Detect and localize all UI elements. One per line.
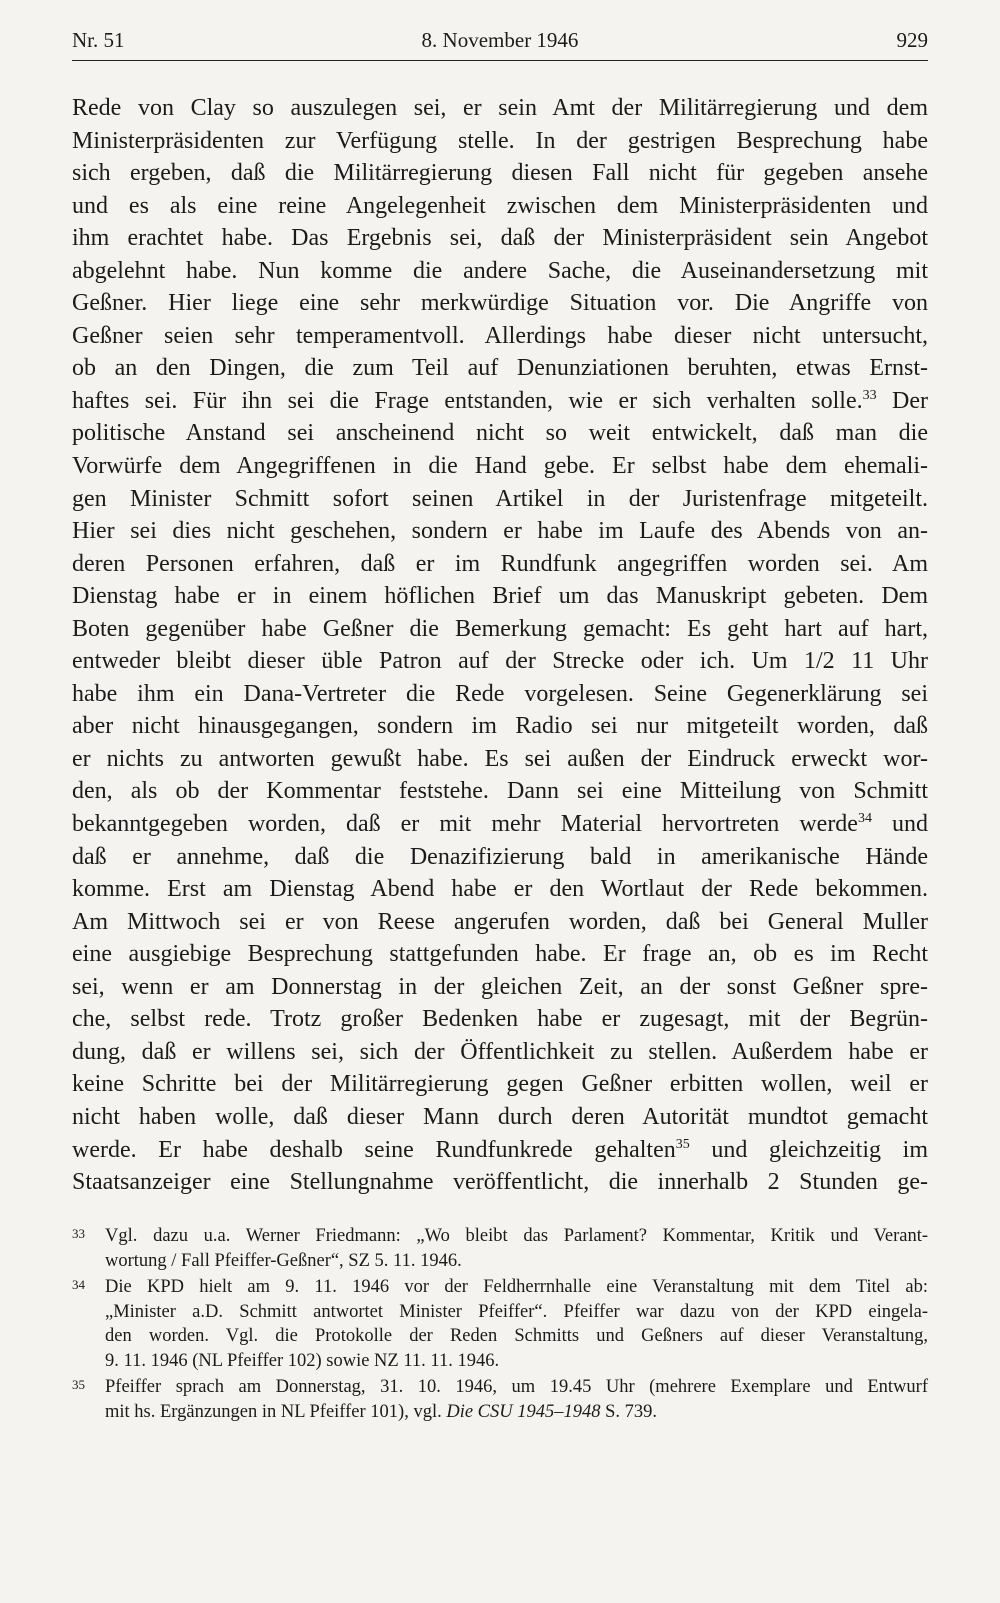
page-number: 929 <box>896 28 928 52</box>
text-line: dung, daß er willens sei, sich der Öffentlichkeit zu stellen. Außerdem habe er <box>72 1038 928 1065</box>
text-line: aber nicht hinausgegangen, sondern im Radio sei nur mitgeteilt worden, daß <box>72 713 928 740</box>
footnote-34 <box>72 1275 928 1373</box>
text-line: Geßner seien sehr temperamentvoll. Allerdings habe dieser nicht untersucht, <box>72 322 928 349</box>
footnote-35 <box>72 1375 928 1424</box>
footnote-ref-34[interactable]: 34 <box>857 811 872 827</box>
text-line: den, als ob der Kommentar feststehe. Dann sei eine Mitteilung von Schmitt <box>72 778 928 805</box>
text-line: sei, wenn er am Donnerstag in der gleichen Zeit, an der sonst Geßner spre- <box>72 973 928 1000</box>
text-line: entweder bleibt dieser üble Patron auf der Strecke oder ich. Um 1/2 11 Uhr <box>72 648 928 675</box>
text-line: und es als eine reine Angelegenheit zwischen dem Ministerpräsidenten und <box>72 192 928 219</box>
footnote-ref-35[interactable]: 35 <box>675 1136 690 1152</box>
text-line: er nichts zu antworten gewußt habe. Es sei außen der Eindruck erweckt wor- <box>72 745 928 772</box>
text-line: Ministerpräsidenten zur Verfügung stelle. In der gestrigen Besprechung habe <box>72 127 928 154</box>
footnote-line: wortung / Fall Pfeiffer-Geßner“, SZ 5. 11. 1946. <box>105 1250 462 1271</box>
text-line: deren Personen erfahren, daß er im Rundfunk angegriffen worden sei. Am <box>72 550 928 577</box>
footnote-line: Die KPD hielt am 9. 11. 1946 vor der Feldherrnhalle eine Veranstaltung mit dem Titel ab: <box>105 1277 928 1297</box>
text-line: habe ihm ein Dana-Vertreter die Rede vorgelesen. Seine Gegenerklärung sei <box>72 680 928 707</box>
text-line: abgelehnt habe. Nun komme die andere Sache, die Auseinandersetzung mit <box>72 257 928 284</box>
footnote-line: „Minister a.D. Schmitt antwortet Minister Pfeiffer“. Pfeiffer war dazu von der KPD eingela- <box>105 1301 928 1322</box>
text-line: Rede von Clay so auszulegen sei, er sein Amt der Militärregierung und dem <box>72 95 928 121</box>
header-rule <box>72 60 928 61</box>
running-header <box>72 28 928 60</box>
text-line: gen Minister Schmitt sofort seinen Artikel in der Juristenfrage mitgeteilt. <box>72 485 928 512</box>
main-text <box>72 92 928 1199</box>
footnote-line: mit hs. Ergänzungen in NL Pfeiffer 101), vgl. Die CSU 1945–1948 S. 739. <box>105 1401 658 1422</box>
text-line: daß er annehme, daß die Denazifizierung bald in amerikanische Hände <box>72 843 928 870</box>
issue-number: Nr. 51 <box>72 28 125 52</box>
footnote-33 <box>72 1224 928 1273</box>
text-line: Boten gegenüber habe Geßner die Bemerkung gemacht: Es geht hart auf hart, <box>72 615 928 642</box>
text-line: werde. Er habe deshalb seine Rundfunkrede gehalten$^{35}$ und gleichzeitig im <box>72 1136 928 1163</box>
footnote-line: Pfeiffer sprach am Donnerstag, 31. 10. 1946, um 19.45 Uhr (mehrere Exemplare und Entwurf <box>105 1377 928 1397</box>
footnotes <box>72 1224 928 1426</box>
text-line: Am Mittwoch sei er von Reese angerufen worden, daß bei General Muller <box>72 908 928 935</box>
book-title: Die CSU 1945–1948 <box>446 1401 601 1422</box>
text-line: politische Anstand sei anscheinend nicht so weit entwickelt, daß man die <box>72 420 928 447</box>
footnote-line: Vgl. dazu u.a. Werner Friedmann: „Wo bleibt das Parlament? Kommentar, Kritik und Verant- <box>105 1226 928 1246</box>
text-line: bekanntgegeben worden, daß er mit mehr Material hervortreten werde$^{34}$ und <box>72 811 928 838</box>
text-line: sich ergeben, daß die Militärregierung diesen Fall nicht für gegeben ansehe <box>72 160 928 187</box>
text-line: keine Schritte bei der Militärregierung gegen Geßner erbitten wollen, weil er <box>72 1071 928 1098</box>
text-line: che, selbst rede. Trotz großer Bedenken habe er zugesagt, mit der Begrün- <box>72 1006 928 1033</box>
footnote-number: 34 <box>72 1277 85 1292</box>
text-line: eine ausgiebige Besprechung stattgefunden habe. Er frage an, ob es im Recht <box>72 941 928 968</box>
text-line: komme. Erst am Dienstag Abend habe er den Wortlaut der Rede bekommen. <box>72 876 928 903</box>
footnote-ref-33[interactable]: 33 <box>862 387 877 403</box>
text-line: nicht haben wolle, daß dieser Mann durch deren Autorität mundtot gemacht <box>72 1103 928 1130</box>
footnote-number: 33 <box>72 1226 85 1241</box>
text-line: Hier sei dies nicht geschehen, sondern er habe im Laufe des Abends von an- <box>72 518 928 545</box>
text-line: Staatsanzeiger eine Stellungnahme veröffentlicht, die innerhalb 2 Stunden ge- <box>72 1169 928 1196</box>
header-date: 8. November 1946 <box>421 28 579 52</box>
text-line: haftes sei. Für ihn sei die Frage entstanden, wie er sich verhalten solle.$^{33}$ Der <box>72 387 928 414</box>
text-line: Geßner. Hier liege eine sehr merkwürdige Situation vor. Die Angriffe von <box>72 290 928 317</box>
footnote-line: 9. 11. 1946 (NL Pfeiffer 102) sowie NZ 11. 11. 1946. <box>105 1350 500 1371</box>
footnote-number: 35 <box>72 1377 85 1392</box>
text-line: Vorwürfe dem Angegriffenen in die Hand gebe. Er selbst habe dem ehemali- <box>72 453 928 480</box>
text-line: ihm erachtet habe. Das Ergebnis sei, daß der Ministerpräsident sein Angebot <box>72 225 928 252</box>
text-line: Dienstag habe er in einem höflichen Brief um das Manuskript gebeten. Dem <box>72 583 928 610</box>
footnote-line: den worden. Vgl. die Protokolle der Reden Schmitts und Geßners auf dieser Veranstaltung, <box>105 1326 928 1346</box>
text-line: ob an den Dingen, die zum Teil auf Denunziationen beruhten, etwas Ernst- <box>72 355 928 382</box>
